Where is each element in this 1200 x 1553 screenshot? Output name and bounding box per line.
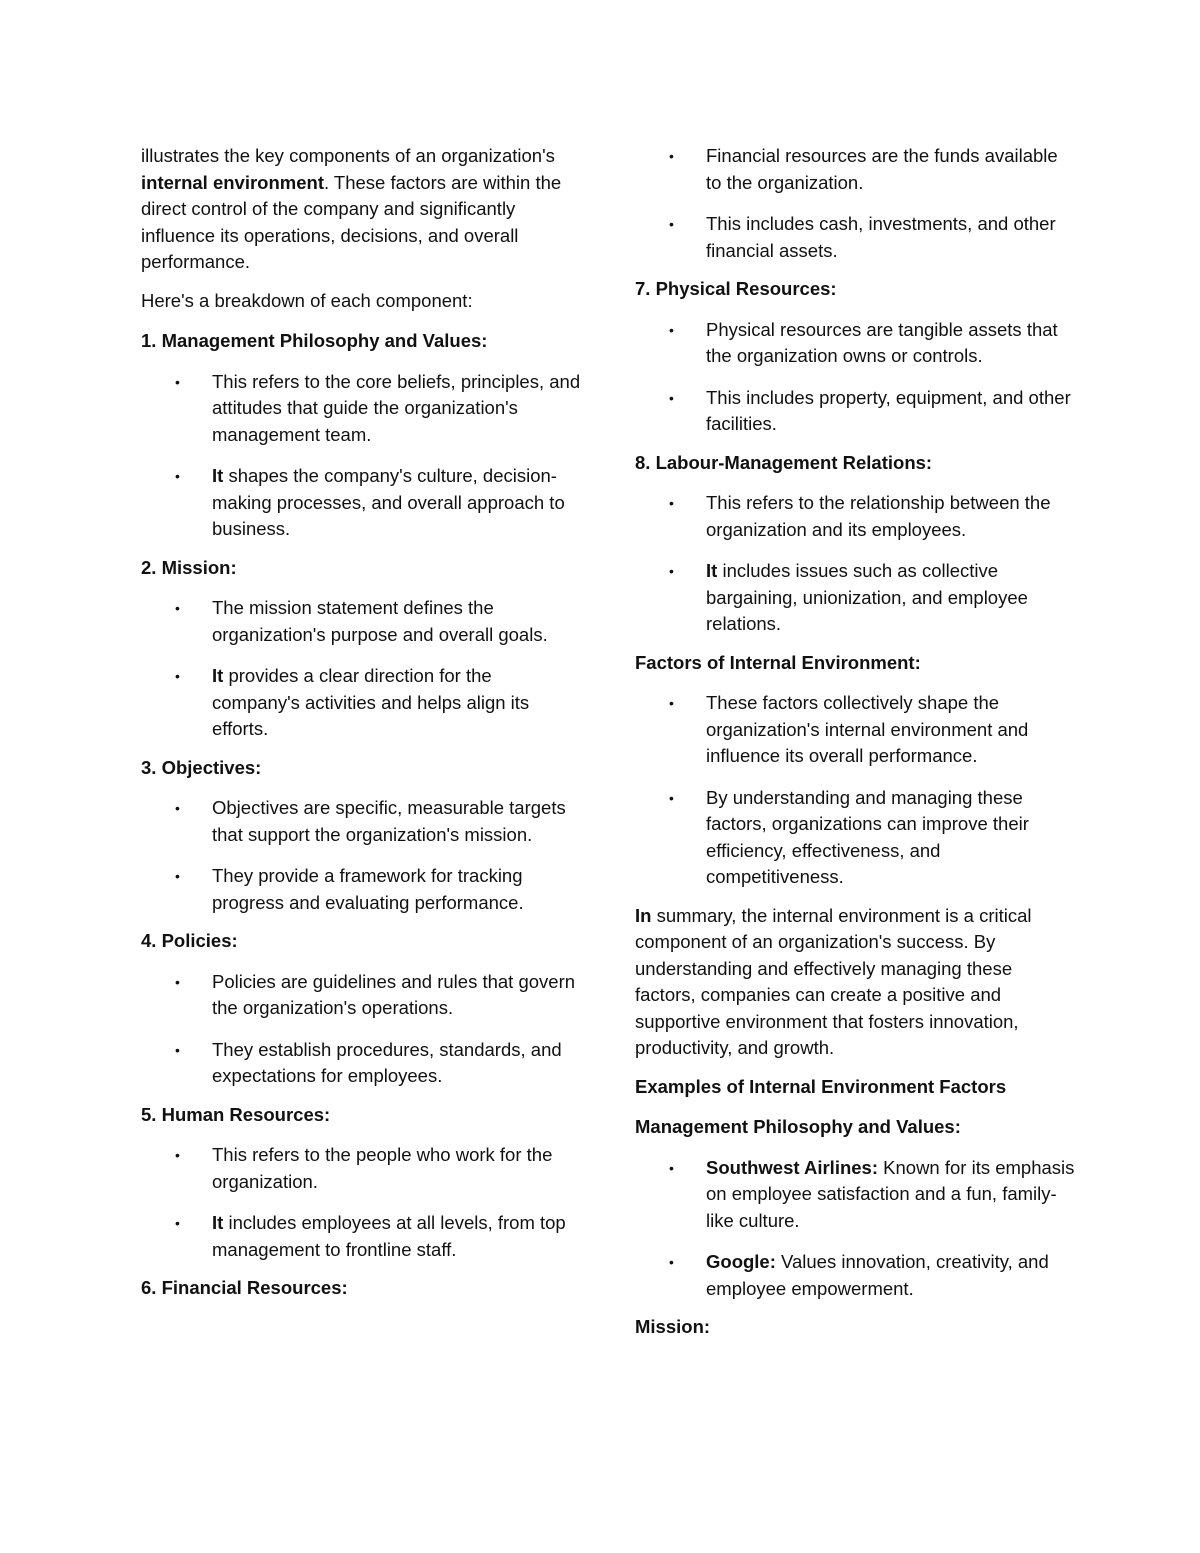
bullet-icon: • — [175, 468, 180, 484]
list-item: • This refers to the relationship between the organization and its employees. — [669, 492, 1051, 540]
examples-heading: Examples of Internal Environment Factors — [635, 1075, 1007, 1097]
list-item: • Physical resources are tangible assets that the organization owns or controls. — [669, 318, 1058, 366]
bullet-icon: • — [175, 868, 180, 884]
section-list — [635, 690, 1075, 891]
bullet-icon: • — [669, 1159, 674, 1176]
section-list — [141, 595, 581, 743]
bullet-icon: • — [175, 973, 180, 990]
intro-bold-term: internal environment — [141, 171, 324, 193]
section-list — [141, 795, 581, 916]
section-list — [141, 369, 581, 543]
bullet-icon: • — [669, 495, 674, 511]
section-heading-objectives: 3. Objectives: — [141, 756, 262, 778]
list-item: • They establish procedures, standards, and expectations for employees. — [175, 1038, 562, 1086]
list-item: • It provides a clear direction for the company's activities and helps align its efforts. — [175, 665, 530, 739]
section-heading-financial-resources: 6. Financial Resources: — [141, 1277, 348, 1298]
list-item: • This includes property, equipment, and other facilities. — [669, 386, 1071, 434]
bullet-icon: • — [175, 1041, 180, 1058]
example-heading-management-philosophy: Management Philosophy and Values: — [635, 1116, 961, 1137]
section-list — [635, 143, 1075, 264]
bullet-icon: • — [669, 148, 674, 164]
bullet-icon: • — [669, 389, 674, 406]
bullet-icon: • — [175, 800, 180, 816]
list-item: • These factors collectively shape the organization's internal environment and influence its overall performance. — [669, 692, 1029, 766]
section-heading-management-philosophy: 1. Management Philosophy and Values: — [141, 330, 488, 351]
example-heading-mission: Mission: — [635, 1316, 711, 1337]
section-heading-human-resources: 5. Human Resources: — [141, 1103, 331, 1125]
bullet-icon: • — [669, 789, 674, 806]
list-item: • This refers to the core beliefs, principles, and attitudes that guide the organization's management team. — [175, 370, 581, 445]
intro-paragraph: illustrates the key components of an organization's internal environment. These factors are within the direct control of the company and significantly influence its operations, decisions, and overall performance. — [141, 145, 562, 272]
list-item: • Objectives are specific, measurable targets that support the organization's mission. — [175, 797, 566, 845]
bullet-icon: • — [175, 668, 180, 684]
bullet-icon: • — [669, 216, 674, 232]
list-item: • The mission statement defines the organization's purpose and overall goals. — [175, 597, 548, 645]
section-heading-factors: Factors of Internal Environment: — [635, 651, 921, 673]
section-heading-mission: 2. Mission: — [141, 556, 237, 578]
list-item: • It includes issues such as collective bargaining, unionization, and employee relations. — [669, 560, 1028, 634]
section-list — [635, 490, 1075, 638]
bullet-icon: • — [669, 695, 674, 711]
list-item: • Southwest Airlines: Known for its emphasis on employee satisfaction and a fun, family-like culture. — [669, 1156, 1075, 1231]
section-heading-physical-resources: 7. Physical Resources: — [635, 278, 837, 299]
list-item: • Financial resources are the funds available to the organization. — [669, 145, 1058, 193]
left-column — [141, 143, 581, 1316]
list-item: • Google: Values innovation, creativity, and employee empowerment. — [669, 1251, 1049, 1299]
summary-paragraph: In summary, the internal environment is a critical component of an organization's success. By understanding and effectively managing these factors, companies can create a positive and supportive environment that fosters innovation, productivity, and growth. — [635, 904, 1032, 1058]
list-item: • It shapes the company's culture, decision-making processes, and overall approach to business. — [175, 465, 565, 539]
list-item: • This includes cash, investments, and other financial assets. — [669, 213, 1056, 261]
bullet-icon: • — [669, 563, 674, 579]
list-item: • Policies are guidelines and rules that govern the organization's operations. — [175, 970, 576, 1018]
breakdown-text: Here's a breakdown of each component: — [141, 289, 473, 311]
section-heading-labour-management: 8. Labour-Management Relations: — [635, 451, 933, 473]
section-list — [635, 317, 1075, 438]
section-heading-policies: 4. Policies: — [141, 930, 238, 951]
list-item: • They provide a framework for tracking progress and evaluating performance. — [175, 865, 524, 913]
list-item: • This refers to the people who work for the organization. — [175, 1144, 553, 1192]
section-list — [141, 969, 581, 1090]
section-list — [635, 1155, 1075, 1303]
list-item: • By understanding and managing these factors, organizations can improve their efficiency, effectiveness, and competitiveness. — [669, 786, 1029, 887]
bullet-icon: • — [669, 1254, 674, 1270]
bullet-icon: • — [175, 600, 180, 616]
bullet-icon: • — [175, 1215, 180, 1231]
bullet-icon: • — [175, 373, 180, 390]
bullet-icon: • — [669, 321, 674, 338]
bullet-icon: • — [175, 1147, 180, 1163]
right-column — [635, 143, 1075, 1355]
list-item: • It includes employees at all levels, from top management to frontline staff. — [175, 1212, 566, 1260]
section-list — [141, 1142, 581, 1263]
